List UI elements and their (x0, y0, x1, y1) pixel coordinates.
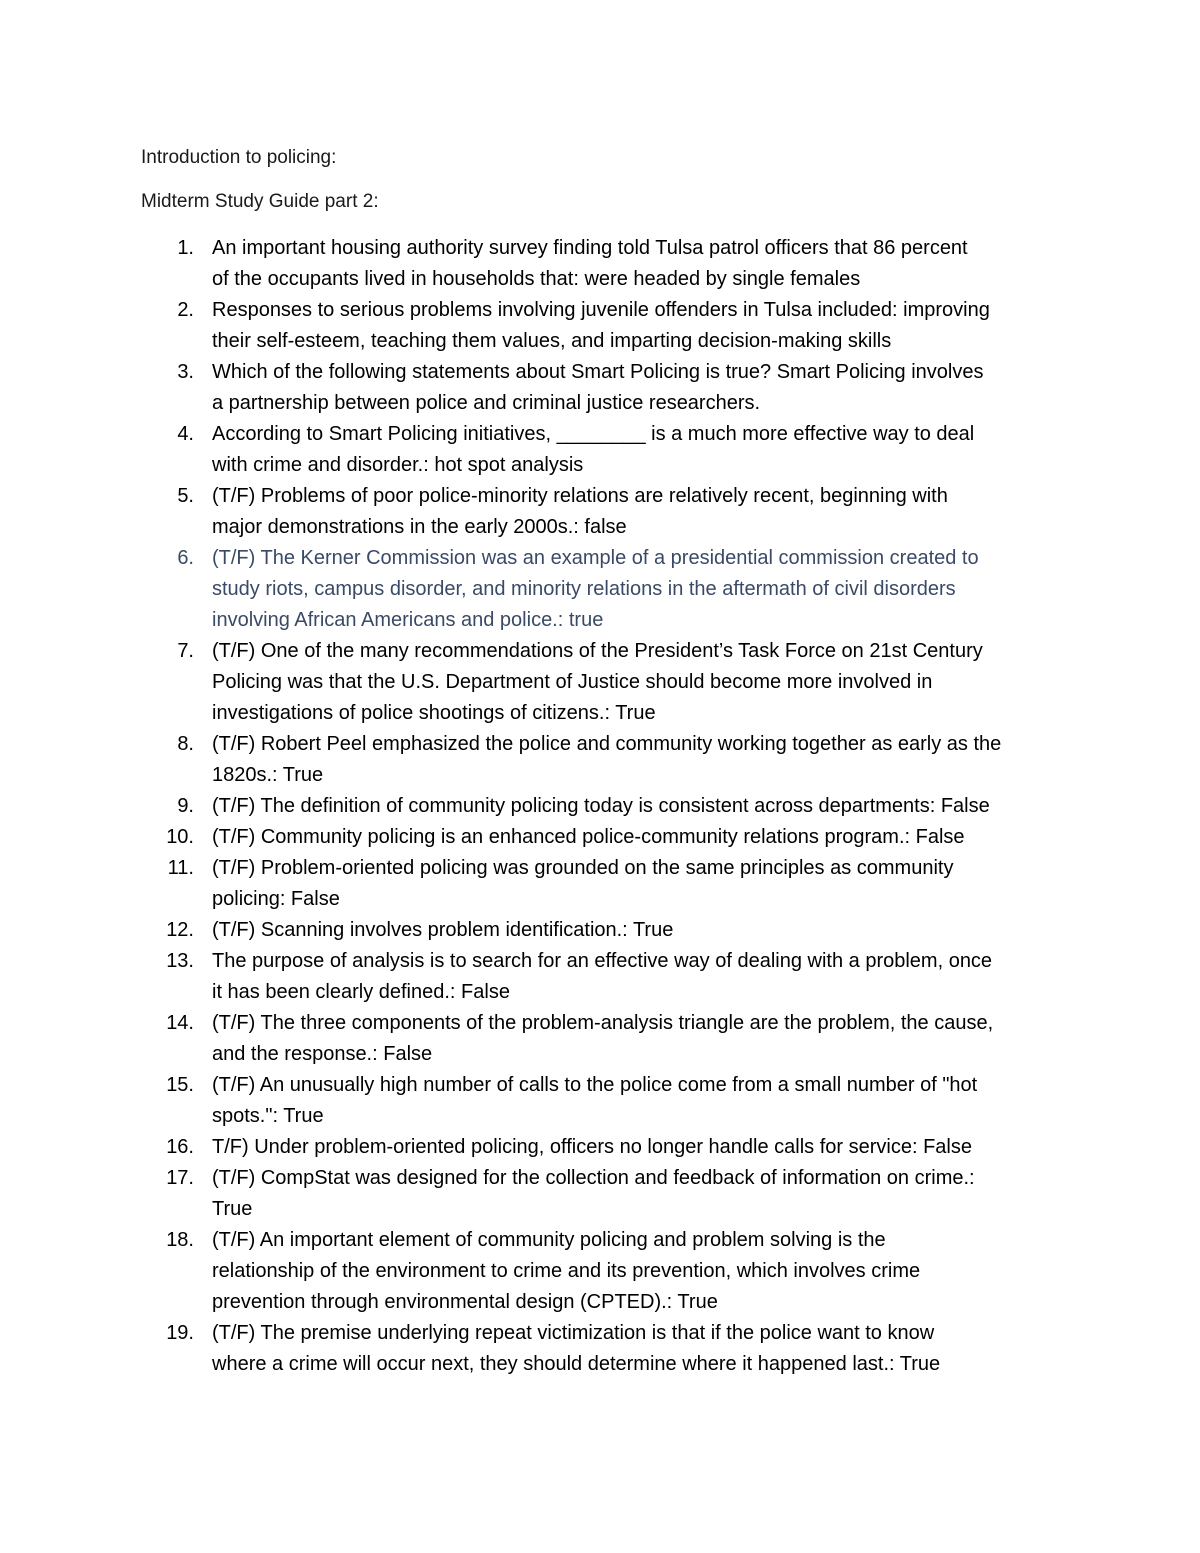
list-item (0, 233, 1200, 295)
list-item-number: 1. (177, 237, 194, 259)
list-item-text: (T/F) The Kerner Commission was an example of a presidential commission created to study riots, campus disorder, and minority relations in the aftermath of civil disorders involving African Americans and police.: true (212, 547, 979, 631)
list-item-number: 14. (166, 1012, 194, 1034)
list-item (0, 1132, 1200, 1163)
list-item-number: 10. (166, 826, 194, 848)
list-item-number: 11. (167, 857, 194, 879)
list-item-text: (T/F) An unusually high number of calls to the police come from a small number of "hot spots.": True (212, 1074, 978, 1127)
list-item (0, 791, 1200, 822)
list-item-number: 3. (177, 361, 194, 383)
list-item-text: (T/F) One of the many recommendations of the President’s Task Force on 21st Century Policing was that the U.S. Department of Justice should become more involved in investigations of police shootings of citizens.: True (212, 640, 983, 724)
list-item (0, 915, 1200, 946)
list-item (0, 1008, 1200, 1070)
list-item-text: (T/F) Problem-oriented policing was grounded on the same principles as community policing: False (212, 857, 954, 910)
list-item-number: 6. (177, 547, 194, 569)
list-item-text: (T/F) CompStat was designed for the collection and feedback of information on crime.: True (212, 1167, 975, 1220)
list-item (0, 636, 1200, 729)
list-item (0, 1163, 1200, 1225)
list-item-text: Responses to serious problems involving juvenile offenders in Tulsa included: improving their self-esteem, teaching them values, and imparting decision-making skills (212, 299, 990, 352)
list-item-number: 5. (177, 485, 194, 507)
document-subtitle: Midterm Study Guide part 2: (141, 191, 379, 212)
list-item (0, 419, 1200, 481)
list-item-text: (T/F) An important element of community policing and problem solving is the relationship of the environment to crime and its prevention, which involves crime prevention through environmental design (CPTED).: True (212, 1229, 921, 1313)
list-item-number: 7. (177, 640, 194, 662)
list-item-text: (T/F) Community policing is an enhanced police-community relations program.: False (212, 826, 965, 848)
list-item-number: 16. (166, 1136, 194, 1158)
list-item-number: 13. (166, 950, 194, 972)
list-item-text: According to Smart Policing initiatives, ________ is a much more effective way to deal with crime and disorder.: hot spot analysis (212, 423, 975, 476)
question-list (0, 233, 1200, 1380)
list-item (0, 853, 1200, 915)
list-item-number: 18. (166, 1229, 194, 1251)
list-item-number: 8. (177, 733, 194, 755)
list-item-text: (T/F) The three components of the problem-analysis triangle are the problem, the cause, and the response.: False (212, 1012, 994, 1065)
list-item-text: T/F) Under problem-oriented policing, officers no longer handle calls for service: False (212, 1136, 972, 1158)
list-item-text: (T/F) Scanning involves problem identification.: True (212, 919, 674, 941)
list-item (0, 295, 1200, 357)
list-item-number: 12. (166, 919, 194, 941)
list-item-number: 9. (177, 795, 194, 817)
list-item-text: Which of the following statements about Smart Policing is true? Smart Policing involves a partnership between police and criminal justice researchers. (212, 361, 984, 414)
list-item-text: The purpose of analysis is to search for an effective way of dealing with a problem, once it has been clearly defined.: False (212, 950, 993, 1003)
list-item (0, 481, 1200, 543)
list-item-text: An important housing authority survey finding told Tulsa patrol officers that 86 percent of the occupants lived in households that: were headed by single females (212, 237, 968, 290)
list-item (0, 543, 1200, 636)
list-item (0, 822, 1200, 853)
list-item (0, 1070, 1200, 1132)
list-item (0, 946, 1200, 1008)
list-item-text: (T/F) Robert Peel emphasized the police and community working together as early as the 1820s.: True (212, 733, 1002, 786)
list-item-text: (T/F) The definition of community policing today is consistent across departments: False (212, 795, 990, 817)
document-title: Introduction to policing: (141, 147, 337, 168)
list-item (0, 1225, 1200, 1318)
list-item-number: 4. (177, 423, 194, 445)
list-item (0, 729, 1200, 791)
list-item (0, 357, 1200, 419)
list-item-text: (T/F) The premise underlying repeat victimization is that if the police want to know where a crime will occur next, they should determine where it happened last.: True (212, 1322, 941, 1375)
list-item-number: 19. (166, 1322, 194, 1344)
list-item-number: 17. (166, 1167, 194, 1189)
list-item-text: (T/F) Problems of poor police-minority relations are relatively recent, beginning with major demonstrations in the early 2000s.: false (212, 485, 948, 538)
list-item-number: 15. (166, 1074, 194, 1096)
list-item-number: 2. (177, 299, 194, 321)
list-item (0, 1318, 1200, 1380)
